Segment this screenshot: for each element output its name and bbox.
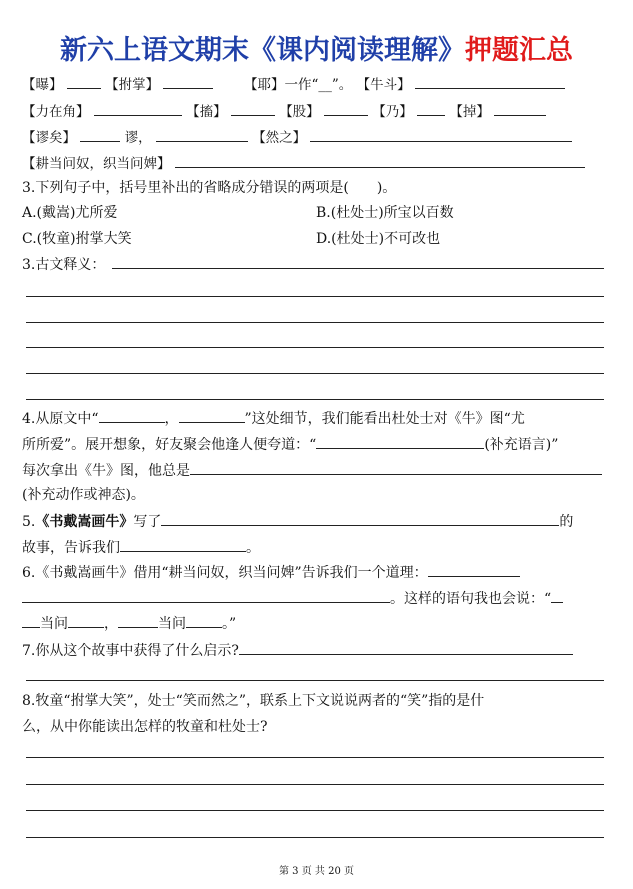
answer-blank[interactable] — [22, 613, 40, 628]
q4-text: ”这处细节，我们能看出杜处士对《牛》图“尤 — [244, 411, 525, 427]
q5-text: 写了 — [133, 514, 162, 530]
question-5-line-2 — [22, 537, 260, 557]
answer-blank[interactable] — [175, 153, 585, 168]
vocab-term: 谬， — [124, 130, 152, 146]
answer-blank[interactable] — [156, 127, 248, 142]
answer-line[interactable] — [26, 784, 604, 785]
vocab-term: 【然之】 — [252, 130, 307, 146]
answer-blank[interactable] — [428, 562, 520, 577]
vocab-fill-blank[interactable]: __ — [318, 77, 332, 93]
q5-text: 。 — [246, 540, 260, 556]
q3-option-d[interactable]: D.(杜处士)不可改也 — [316, 231, 441, 247]
question-7-stem — [22, 640, 573, 660]
answer-line[interactable] — [26, 837, 604, 838]
answer-blank[interactable] — [161, 511, 559, 526]
answer-line[interactable] — [26, 680, 604, 681]
vocab-row-1 — [22, 74, 565, 94]
q4-text: 4.从原文中“ — [22, 411, 99, 427]
answer-blank[interactable] — [99, 408, 165, 423]
q6-text: 。这样的语句我也会说：“ — [390, 591, 552, 607]
answer-blank[interactable] — [316, 434, 484, 449]
answer-blank[interactable] — [310, 127, 572, 142]
vocab-term: 【牛斗】 — [356, 77, 411, 93]
answer-blank[interactable] — [94, 101, 182, 116]
q4-text: (补充语言)” — [484, 437, 559, 453]
answer-blank[interactable] — [231, 101, 275, 116]
answer-blank[interactable] — [239, 640, 573, 655]
vocab-term: 【股】 — [279, 104, 320, 120]
vocab-row-4 — [22, 153, 585, 173]
answer-blank[interactable] — [494, 101, 546, 116]
q7-text: 7.你从这个故事中获得了什么启示? — [22, 643, 239, 659]
question-4-line-3 — [22, 460, 602, 480]
answer-blank[interactable] — [67, 74, 101, 89]
answer-blank[interactable] — [415, 74, 565, 89]
q3-option-c[interactable]: C.(牧童)拊掌大笑 — [22, 231, 132, 247]
answer-line[interactable] — [26, 373, 604, 374]
answer-blank[interactable] — [163, 74, 213, 89]
vocab-term: 【谬矣】 — [22, 130, 76, 146]
answer-blank[interactable] — [417, 101, 445, 116]
vocab-term: 【乃】 — [372, 104, 413, 120]
title-part2: 《课内阅读理解》 — [249, 35, 465, 66]
answer-blank[interactable] — [68, 613, 104, 628]
q5-text: 《书戴嵩画牛》 — [35, 514, 134, 530]
q4-text: 每次拿出《牛》图，他总是 — [22, 463, 190, 479]
answer-line[interactable] — [26, 810, 604, 811]
q3-option-a[interactable]: A.(戴嵩)尤所爱 — [22, 205, 118, 221]
q5-text: 的 — [559, 514, 574, 530]
question-6-line-2 — [22, 588, 563, 608]
q6-text: 当问 — [40, 616, 68, 632]
q6-text: 。” — [222, 616, 237, 632]
vocab-term: 【掉】 — [449, 104, 490, 120]
question-4-line-4: (补充动作或神态)。 — [22, 487, 145, 503]
question-3-stem: 3.下列句子中，括号里补出的省略成分错误的两项是( )。 — [22, 180, 397, 196]
answer-line[interactable] — [26, 322, 604, 323]
answer-blank[interactable] — [120, 537, 246, 552]
page-title — [0, 28, 633, 67]
vocab-term: ”。 — [331, 77, 353, 93]
vocab-row-2 — [22, 101, 546, 121]
answer-line[interactable] — [26, 347, 604, 348]
q6-text: 当问 — [158, 616, 186, 632]
answer-blank[interactable] — [80, 127, 120, 142]
vocab-term: 【搐】 — [186, 104, 227, 120]
vocab-term: 【耶】一作“ — [243, 77, 319, 93]
answer-line[interactable] — [26, 757, 604, 758]
question-4-line-2 — [22, 434, 558, 454]
q4-text: 所所爱”。展开想象，好友聚会他逢人便夸道：“ — [22, 437, 317, 453]
title-part3: 押题汇总 — [465, 35, 573, 66]
q4-text: ， — [164, 411, 179, 427]
question-8-line-2: 么，从中你能读出怎样的牧童和杜处士? — [22, 719, 268, 735]
question-4-line-1 — [22, 408, 525, 428]
q6-text: 6.《书戴嵩画牛》借用“耕当问奴，织当问婢”告诉我们一个道理： — [22, 565, 428, 581]
answer-blank[interactable] — [324, 101, 368, 116]
q5-text: 5. — [22, 514, 36, 530]
answer-blank[interactable] — [179, 408, 245, 423]
q5-text: 故事，告诉我们 — [22, 540, 120, 556]
question-6-line-3 — [22, 613, 236, 633]
vocab-term: 【耕当问奴，织当问婢】 — [22, 156, 171, 172]
q3-option-b[interactable]: B.(杜处士)所宝以百数 — [316, 205, 454, 221]
vocab-term: 【拊掌】 — [105, 77, 160, 93]
question-3b-label: 3.古文释义： — [22, 257, 106, 273]
question-8-line-1: 8.牧童“拊掌大笑”，处士“笑而然之”，联系上下文说说两者的“笑”指的是什 — [22, 693, 485, 709]
page-footer: 第 3 页 共 20 页 — [279, 866, 354, 877]
answer-blank[interactable] — [22, 588, 390, 603]
q6-text: ， — [104, 616, 118, 632]
answer-line[interactable] — [112, 268, 604, 269]
title-part1: 新六上语文期末 — [60, 35, 249, 66]
vocab-row-3 — [22, 127, 572, 147]
vocab-term: 【力在角】 — [22, 104, 90, 120]
answer-blank[interactable] — [118, 613, 158, 628]
question-6-line-1 — [22, 562, 520, 582]
vocab-term: 【曝】 — [22, 77, 63, 93]
answer-line[interactable] — [26, 399, 604, 400]
answer-blank[interactable] — [190, 460, 602, 475]
question-5-line-1 — [22, 511, 573, 531]
answer-blank[interactable] — [186, 613, 222, 628]
answer-line[interactable] — [26, 296, 604, 297]
answer-blank[interactable] — [551, 588, 563, 603]
